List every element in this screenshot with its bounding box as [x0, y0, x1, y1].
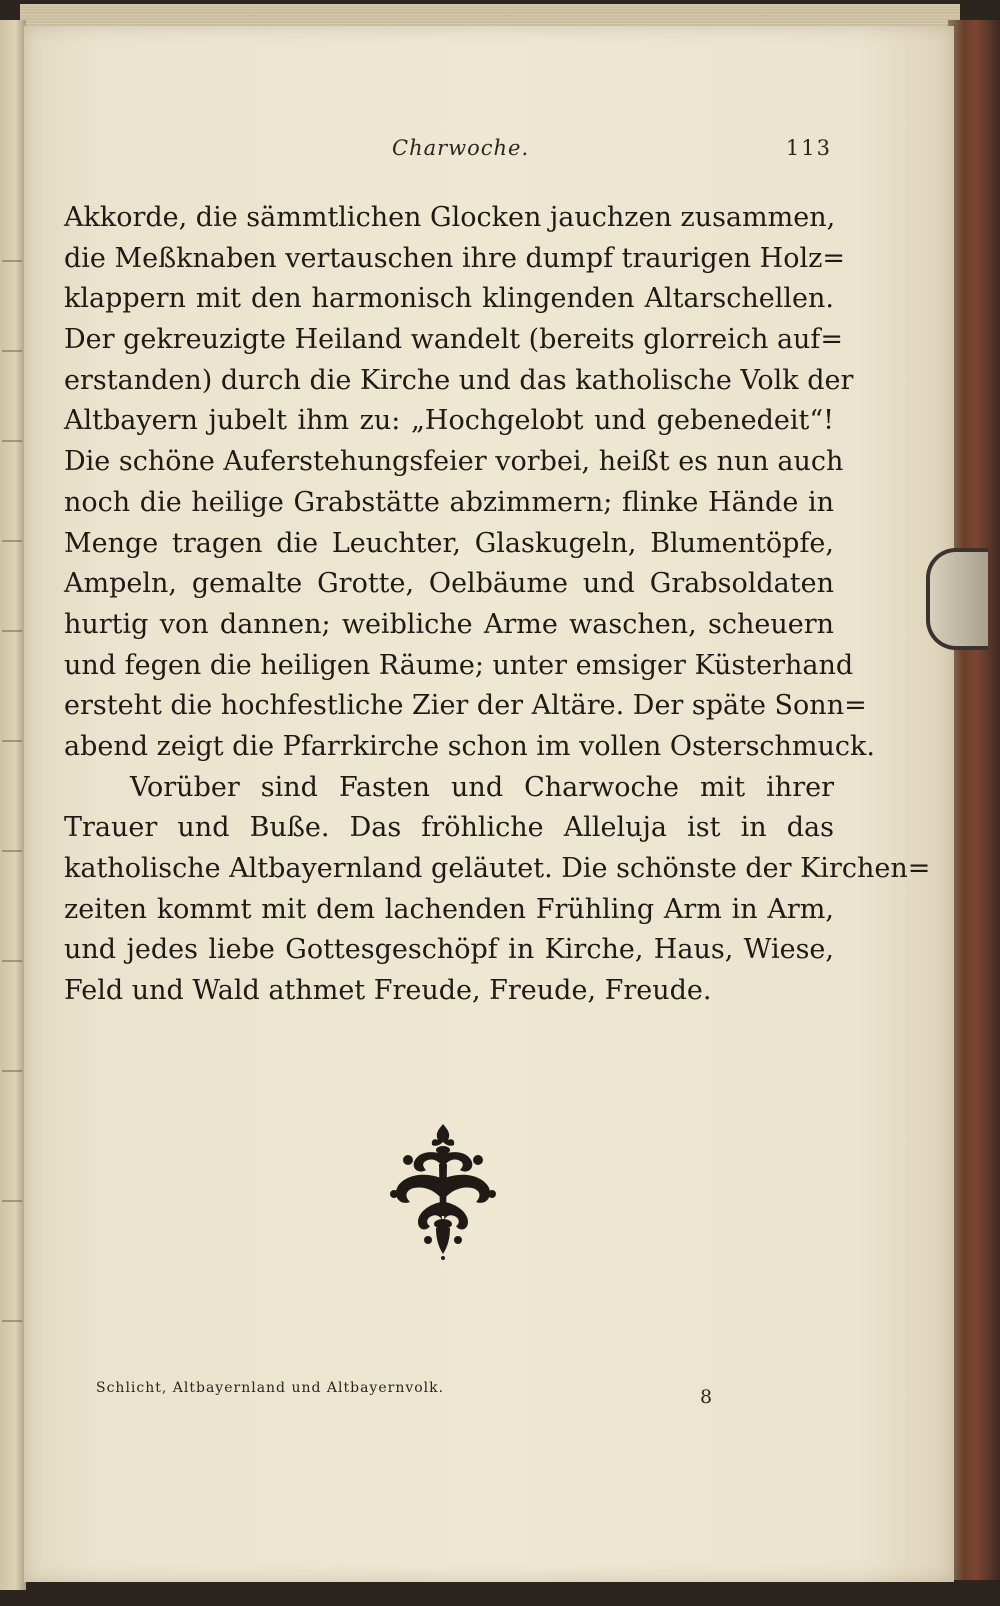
- text-line: ersteht die hochfestliche Zier der Altäre. Der späte Sonn=: [64, 690, 867, 722]
- text-line: hurtig von dannen; weibliche Arme waschen, scheuern: [64, 608, 834, 640]
- page-footer: [96, 1380, 736, 1410]
- text-line: die Meßknaben vertauschen ihre dumpf traurigen Holz=: [64, 242, 845, 274]
- body-text: [64, 198, 931, 1012]
- bleed-through-mark: [2, 960, 22, 972]
- facing-page-edge: [0, 20, 26, 1590]
- running-title: Charwoche.: [392, 136, 530, 160]
- text-line: noch die heilige Grabstätte abzimmern; flinke Hände in: [64, 486, 834, 518]
- page-header: [62, 136, 832, 170]
- text-line: Der gekreuzigte Heiland wandelt (bereits glorreich auf=: [64, 324, 844, 356]
- text-line: und fegen die heiligen Räume; unter emsiger Küsterhand: [64, 649, 854, 681]
- bleed-through-mark: [2, 350, 22, 362]
- text-line: Menge tragen die Leuchter, Glaskugeln, Blumentöpfe,: [64, 527, 834, 559]
- text-line: Altbayern jubelt ihm zu: „Hochgelobt und gebenedeit“!: [64, 405, 834, 437]
- book-cover-edge: [948, 20, 1000, 1580]
- text-line: Akkorde, die sämmtlichen Glocken jauchzen zusammen,: [64, 202, 836, 233]
- sheet-number: 8: [700, 1386, 713, 1408]
- text-line: zeiten kommt mit dem lachenden Frühling Arm in Arm,: [64, 893, 834, 925]
- book-clasp: [926, 548, 988, 650]
- text-line-paragraph-start: Vorüber sind Fasten und Charwoche mit ihrer: [130, 771, 834, 803]
- text-line: abend zeigt die Pfarrkirche schon im vollen Osterschmuck.: [64, 730, 875, 762]
- text-line: Die schöne Auferstehungsfeier vorbei, heißt es nun auch: [64, 446, 844, 478]
- text-line: Ampeln, gemalte Grotte, Oelbäume und Grabsoldaten: [64, 568, 834, 600]
- text-line: und jedes liebe Gottesgeschöpf in Kirche, Haus, Wiese,: [64, 934, 834, 966]
- bleed-through-mark: [2, 540, 22, 552]
- bleed-through-mark: [2, 1070, 22, 1082]
- bleed-through-mark: [2, 1200, 22, 1212]
- bleed-through-mark: [2, 260, 22, 272]
- bleed-through-mark: [2, 740, 22, 752]
- text-line: Feld und Wald athmet Freude, Freude, Freude.: [64, 975, 712, 1007]
- bleed-through-mark: [2, 440, 22, 452]
- fleuron-ornament-icon: [388, 1120, 498, 1260]
- text-line: Trauer und Buße. Das fröhliche Alleluja ist in das: [64, 812, 834, 844]
- text-line: erstanden) durch die Kirche und das katholische Volk der: [64, 364, 854, 396]
- printer-signature: Schlicht, Altbayernland und Altbayernvolk.: [96, 1380, 445, 1396]
- page-number: 113: [785, 136, 832, 160]
- page-block-top-edge: [20, 4, 960, 28]
- text-line: katholische Altbayernland geläutet. Die schönste der Kirchen=: [64, 853, 931, 884]
- bleed-through-mark: [2, 630, 22, 642]
- text-line: klappern mit den harmonisch klingenden Altarschellen.: [64, 283, 834, 315]
- bleed-through-mark: [2, 1320, 22, 1332]
- bleed-through-mark: [2, 850, 22, 862]
